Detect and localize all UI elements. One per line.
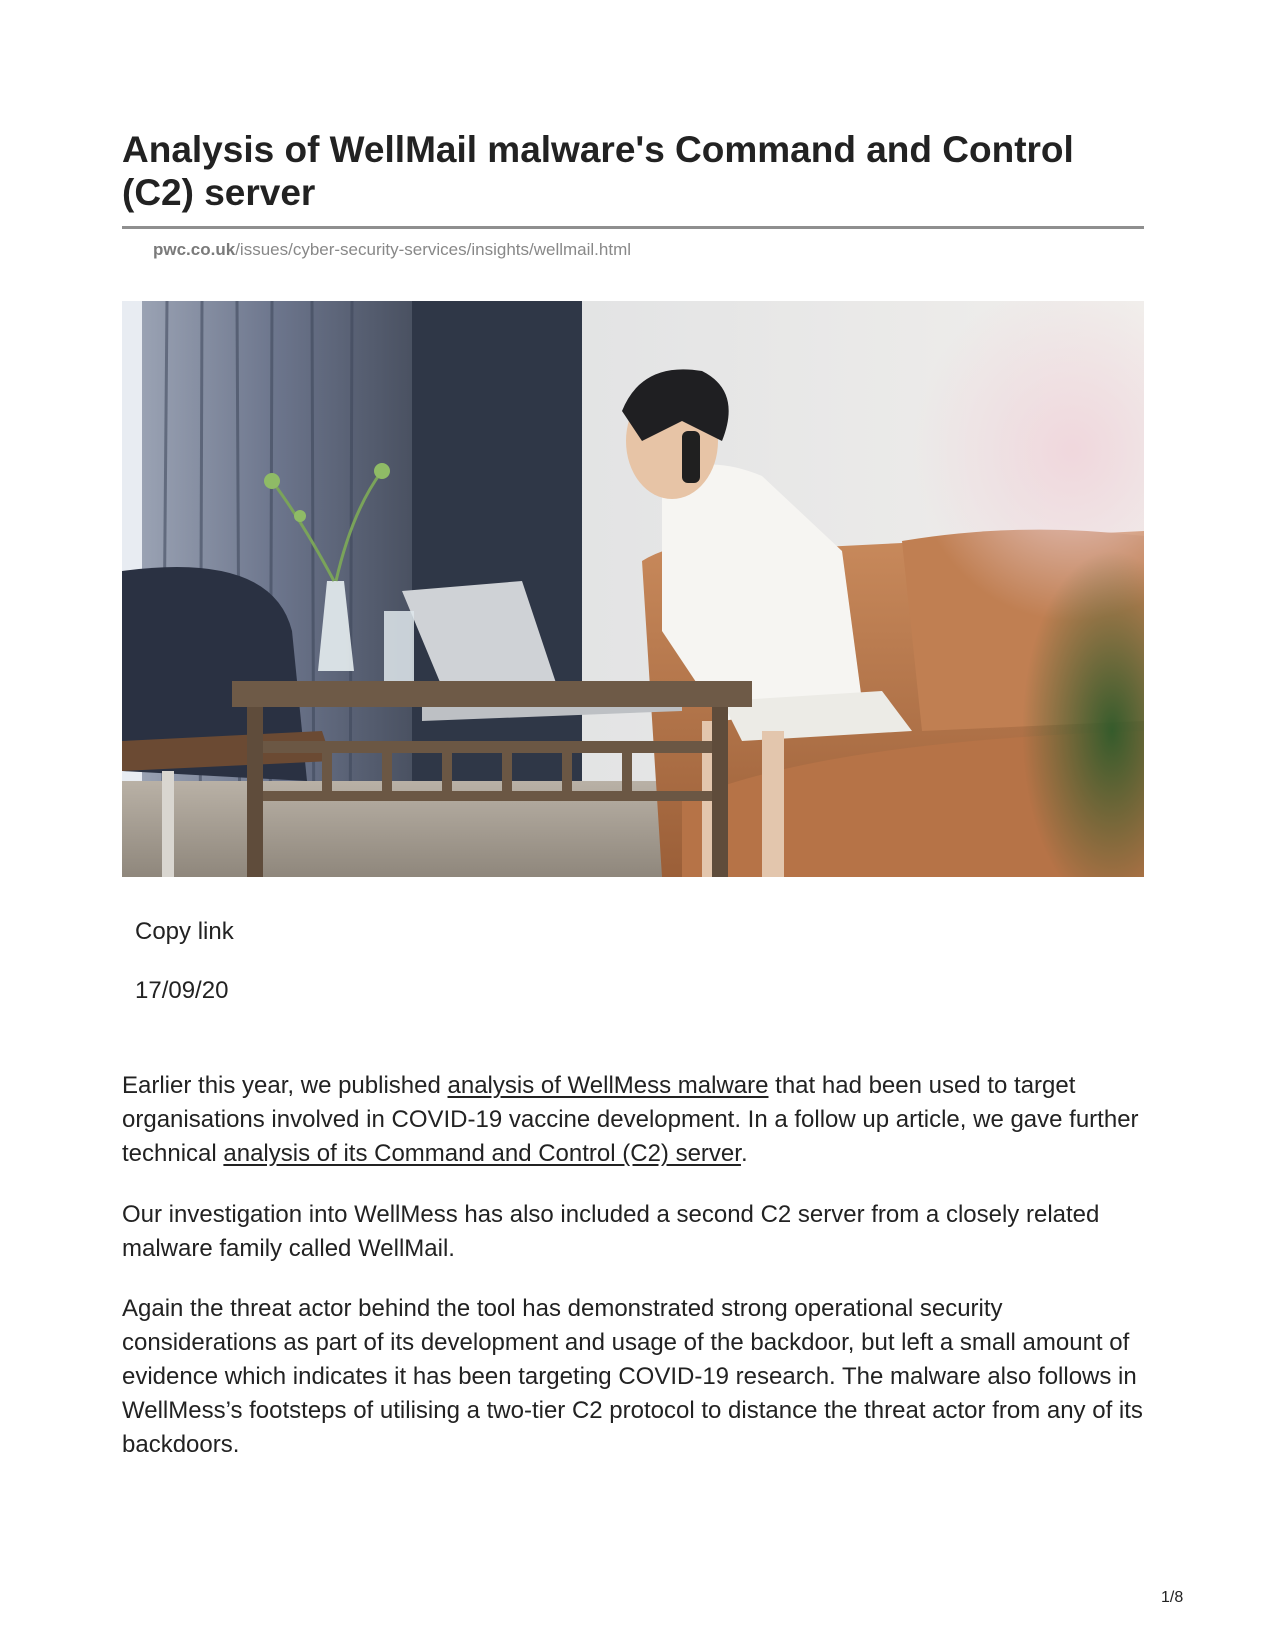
page-title: Analysis of WellMail malware's Command and Control (C2) server	[122, 129, 1074, 213]
publish-date: 17/09/20	[135, 977, 229, 1004]
paragraph-intro-text-2: that had been used to target organisations involved in COVID-19 vaccine development. In a follow up article, we gave further technical	[122, 1072, 1139, 1167]
paragraph-intro-text-3: .	[740, 1140, 748, 1167]
title-divider	[122, 226, 1144, 229]
paragraph-intro	[122, 1069, 1144, 1171]
source-path: /issues/cyber-security-services/insights/wellmail.html	[235, 240, 632, 259]
source-url[interactable]	[153, 240, 631, 260]
c2-server-analysis-link[interactable]: analysis of its Command and Control (C2) server	[223, 1140, 741, 1167]
paragraph-intro-text-1: Earlier this year, we published	[122, 1072, 448, 1099]
hero-image	[122, 301, 1144, 877]
wellmess-analysis-link[interactable]: analysis of WellMess malware	[447, 1072, 769, 1099]
page-number: 1/8	[1161, 1589, 1184, 1606]
copy-link-button[interactable]: Copy link	[135, 918, 234, 945]
hero-photo	[122, 301, 1144, 877]
paragraph-investigation: Our investigation into WellMess has also included a second C2 server from a closely related malware family called WellMail.	[122, 1201, 1100, 1262]
paragraph-threat-actor: Again the threat actor behind the tool has demonstrated strong operational security considerations as part of its development and usage of the backdoor, but left a small amount of evidence which indicates it has been targeting COVID-19 research. The malware also follows in WellMess’s footsteps of utilising a two-tier C2 protocol to distance the threat actor from any of its backdoors.	[122, 1295, 1143, 1458]
source-domain: pwc.co.uk	[153, 240, 236, 259]
